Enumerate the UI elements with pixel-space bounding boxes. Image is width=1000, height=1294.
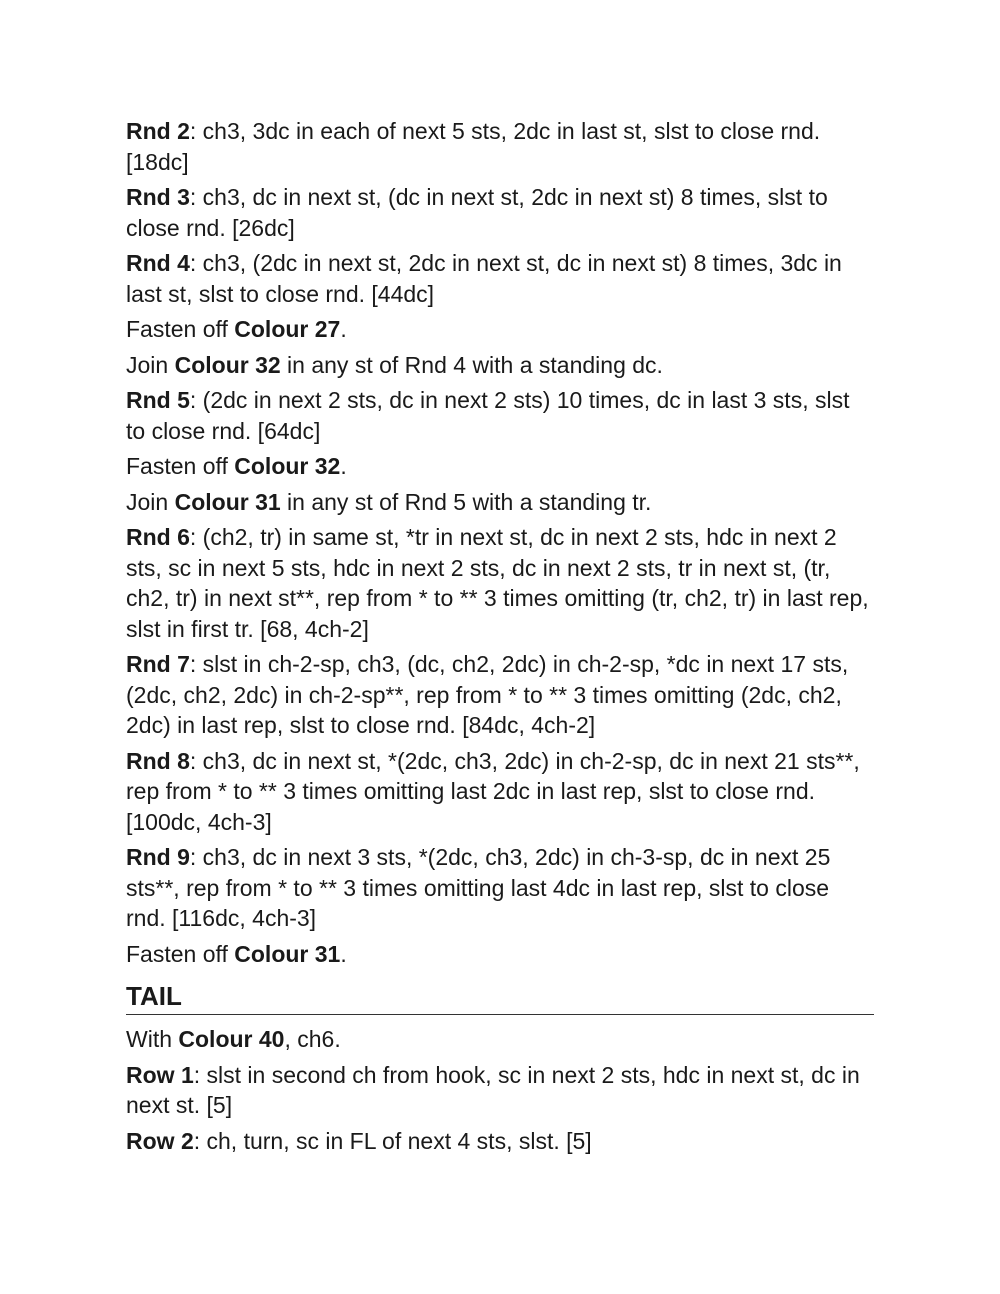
instruction-text: Join (126, 488, 175, 515)
instruction-label: Rnd 7 (126, 651, 190, 677)
instruction-text: Fasten off (126, 940, 235, 967)
instruction-rnd-8 (126, 746, 874, 838)
instruction-text: Join (126, 351, 175, 378)
instruction-row-2 (126, 1126, 874, 1157)
instruction-text: in any st of Rnd 4 with a standing dc. (280, 351, 663, 378)
fasten-off-colour-32 (126, 451, 874, 482)
instruction-text: Fasten off (126, 316, 235, 342)
instruction-rnd-9 (126, 842, 874, 934)
instruction-text: : ch3, dc in next st, (dc in next st, 2dc in next st) 8 times, slst to close rnd. [26dc] (126, 184, 828, 241)
instruction-rnd-4 (126, 248, 874, 309)
instruction-text: , ch6. (284, 1026, 341, 1052)
instruction-label: Rnd 2 (126, 118, 190, 144)
instruction-label: Rnd 5 (126, 387, 190, 413)
instruction-text: : slst in second ch from hook, sc in next 2 sts, hdc in next st, dc in next st. [5] (126, 1061, 860, 1118)
instruction-rnd-6 (126, 522, 874, 644)
instruction-text: : ch, turn, sc in FL of next 4 sts, slst. [5] (193, 1127, 592, 1154)
instruction-text: : slst in ch-2-sp, ch3, (dc, ch2, 2dc) in ch-2-sp, *dc in next 17 sts, (2dc, ch2, 2dc) in ch-2-sp**, rep from * to ** 3 times omitting (2dc, ch2, 2dc) in last rep, slst to close rnd. [84dc, 4ch-2] (126, 651, 849, 738)
instruction-row-1 (126, 1060, 874, 1121)
instruction-rnd-3 (126, 182, 874, 243)
instruction-rnd-2 (126, 116, 874, 177)
colour-name: Colour 32 (234, 453, 341, 479)
instruction-text: With (126, 1026, 179, 1052)
instruction-text: . (340, 940, 347, 967)
colour-name: Colour 32 (174, 351, 281, 378)
instruction-text: : ch3, (2dc in next st, 2dc in next st, dc in next st) 8 times, 3dc in last st, slst to close rnd. [44dc] (126, 250, 842, 307)
instruction-label: Rnd 8 (126, 747, 190, 774)
colour-name: Colour 31 (174, 488, 281, 515)
fasten-off-colour-31 (126, 939, 874, 970)
instruction-label: Rnd 4 (126, 250, 190, 276)
instruction-text: : (2dc in next 2 sts, dc in next 2 sts) 10 times, dc in last 3 sts, slst to close rnd. [64dc] (126, 387, 850, 444)
fasten-off-colour-27 (126, 314, 874, 345)
instruction-text: Fasten off (126, 453, 235, 479)
instruction-label: Row 1 (126, 1061, 194, 1088)
instruction-label: Row 2 (126, 1127, 194, 1154)
instruction-text: : ch3, 3dc in each of next 5 sts, 2dc in last st, slst to close rnd. [18dc] (126, 118, 821, 175)
instruction-label: Rnd 9 (126, 844, 190, 870)
join-colour-32 (126, 350, 874, 381)
instruction-text: . (340, 316, 347, 342)
colour-name: Colour 40 (178, 1026, 285, 1052)
instruction-text: in any st of Rnd 5 with a standing tr. (280, 488, 652, 515)
instruction-rnd-7 (126, 649, 874, 741)
tail-intro (126, 1024, 874, 1055)
instruction-label: Rnd 6 (126, 524, 190, 550)
instruction-text: : ch3, dc in next 3 sts, *(2dc, ch3, 2dc) in ch-3-sp, dc in next 25 sts**, rep from * to ** 3 times omitting last 4dc in last rep, slst to close rnd. [116dc, 4ch-3] (126, 844, 831, 931)
instruction-text: . (340, 453, 347, 479)
colour-name: Colour 31 (234, 940, 341, 967)
instruction-label: Rnd 3 (126, 184, 190, 210)
join-colour-31 (126, 487, 874, 518)
section-heading-tail: TAIL (126, 981, 874, 1015)
instruction-text: : ch3, dc in next st, *(2dc, ch3, 2dc) in ch-2-sp, dc in next 21 sts**, rep from * to ** 3 times omitting last 2dc in last rep, slst to close rnd. [100dc, 4ch-3] (126, 747, 860, 835)
instruction-rnd-5 (126, 385, 874, 446)
instruction-text: : (ch2, tr) in same st, *tr in next st, dc in next 2 sts, hdc in next 2 sts, sc in next 5 sts, hdc in next 2 sts, dc in next 2 sts, tr in next st, (tr, ch2, tr) in next st**, rep from * to ** 3 times omitting (tr, ch2, tr) in last rep, slst in first tr. [68, 4ch-2] (126, 524, 869, 642)
colour-name: Colour 27 (234, 316, 341, 342)
